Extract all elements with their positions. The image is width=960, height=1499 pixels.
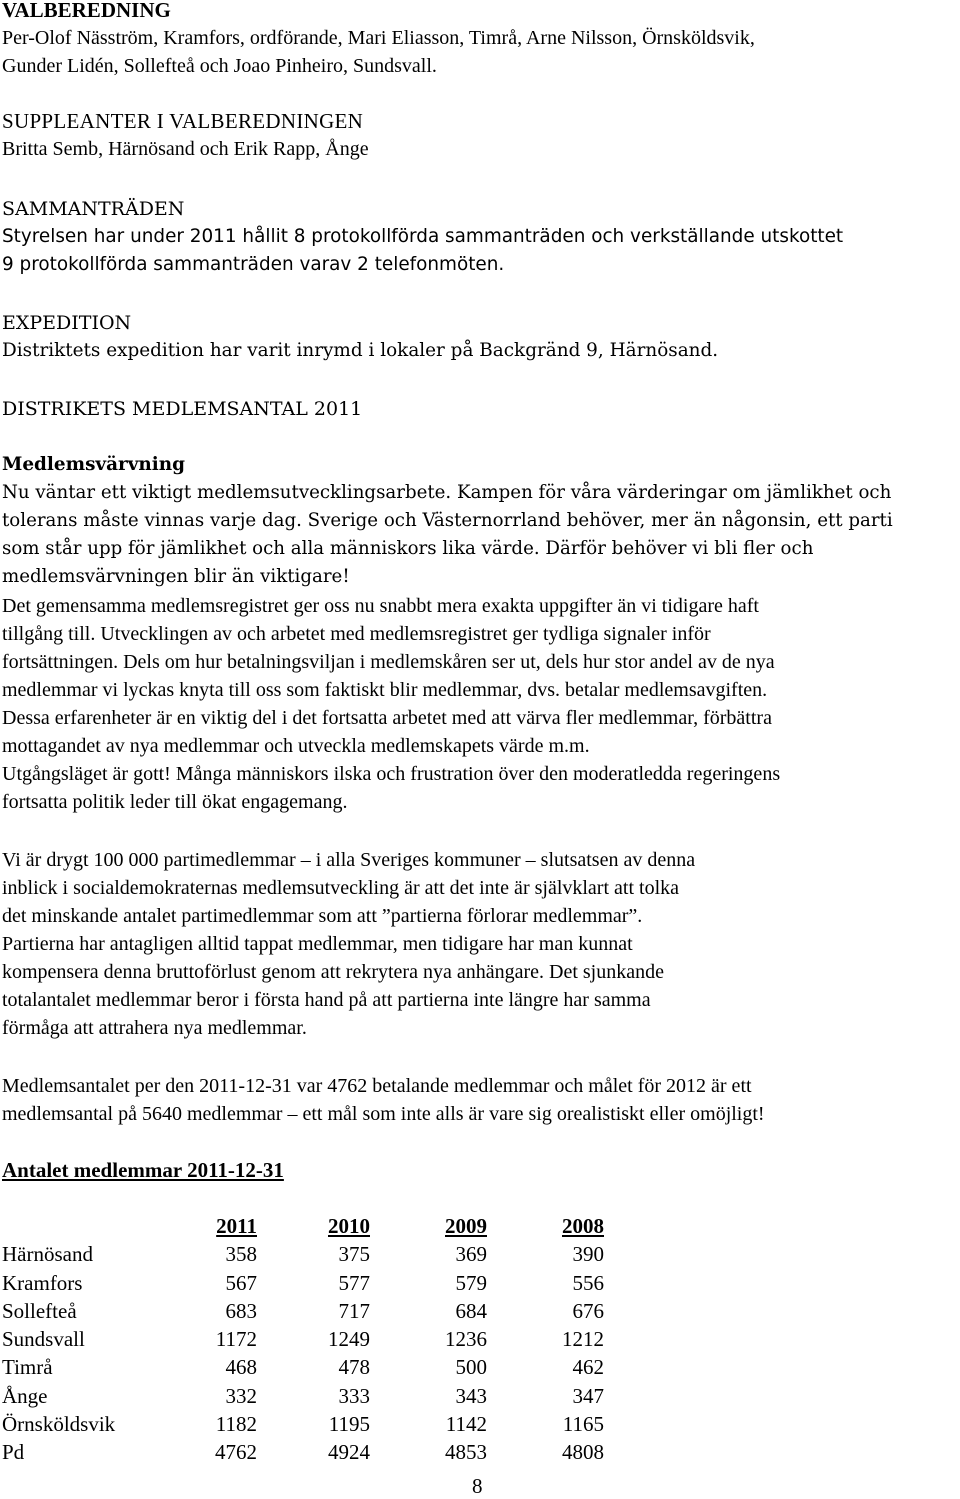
register-line-2: tillgång till. Utvecklingen av och arbetet med medlemsregistret ger tydliga signaler inför	[2, 623, 711, 645]
table-cell-value: 369	[455, 1242, 487, 1267]
year-header: 2011	[216, 1214, 257, 1238]
table-cell-value: 333	[338, 1383, 370, 1408]
table-cell-value: 1236	[445, 1327, 487, 1352]
table-header-row	[2, 1212, 604, 1240]
register-line-1: Det gemensamma medlemsregistret ger oss nu snabbt mera exakta uppgifter än vi tidigare haft	[2, 595, 759, 617]
section-sammantraden	[2, 195, 843, 279]
partimedlemmar-line-2: inblick i socialdemokraternas medlemsutveckling är att det inte är självklart att tolka	[2, 877, 680, 899]
table-cell-municipality: Pd	[2, 1440, 25, 1465]
medlemsvarvning-line-3: som står upp för jämlikhet och alla människors lika värde. Därför behöver vi bli fler och	[2, 538, 814, 559]
register-line-3: fortsättningen. Dels om hur betalningsviljan i medlemskåren ser ut, dels hur stor andel av de nya	[2, 651, 775, 673]
table-row	[2, 1269, 604, 1297]
table-cell-municipality: Kramfors	[2, 1270, 83, 1295]
register-line-7: Utgångsläget är gott! Många människors ilska och frustration över den moderatledda regeringens	[2, 763, 781, 785]
table-row	[2, 1353, 604, 1381]
paragraph-register	[2, 592, 780, 816]
register-line-5: Dessa erfarenheter är en viktig del i det fortsatta arbetet med att värva fler medlemmar, förbättra	[2, 707, 772, 729]
table-cell-value: 577	[338, 1270, 370, 1295]
table-row	[2, 1297, 604, 1325]
year-header: 2008	[562, 1214, 604, 1238]
table-cell-municipality: Ånge	[2, 1383, 48, 1408]
mal-line-1: Medlemsantalet per den 2011-12-31 var 4762 betalande medlemmar och målet för 2012 är ett	[2, 1075, 752, 1097]
section-suppleanter	[2, 107, 369, 163]
table-cell-value: 567	[225, 1270, 257, 1295]
partimedlemmar-line-7: förmåga att attrahera nya medlemmar.	[2, 1017, 307, 1039]
paragraph-mal	[2, 1072, 765, 1128]
table-cell-municipality: Timrå	[2, 1355, 53, 1380]
table-cell-value: 1212	[562, 1327, 604, 1352]
heading-expedition: EXPEDITION	[2, 312, 132, 334]
sammantraden-line-2: 9 protokollförda sammanträden varav 2 telefonmöten.	[2, 254, 505, 275]
paragraph-partimedlemmar	[2, 846, 695, 1042]
partimedlemmar-line-6: totalantalet medlemmar beror i första hand på att partierna inte längre har samma	[2, 989, 651, 1011]
table-cell-value: 1172	[215, 1327, 257, 1352]
table-cell-value: 4808	[562, 1440, 604, 1465]
table-cell-value: 683	[225, 1298, 257, 1323]
table-cell-value: 717	[338, 1298, 370, 1323]
table-cell-municipality: Örnsköldsvik	[2, 1412, 116, 1437]
members-table	[2, 1212, 604, 1467]
year-header: 2009	[445, 1214, 487, 1238]
table-row	[2, 1240, 604, 1268]
sammantraden-line-1: Styrelsen har under 2011 hållit 8 protokollförda sammanträden och verkställande utskottet	[2, 226, 844, 247]
table-title: Antalet medlemmar 2011-12-31	[2, 1158, 284, 1182]
suppleanter-line-1: Britta Semb, Härnösand och Erik Rapp, Ånge	[2, 138, 369, 160]
register-line-4: medlemmar vi lyckas knyta till oss som faktiskt blir medlemmar, dvs. betalar medlemsavgiften.	[2, 679, 768, 701]
table-cell-value: 1165	[562, 1412, 604, 1437]
table-cell-value: 478	[338, 1355, 370, 1380]
table-cell-municipality: Sundsvall	[2, 1327, 85, 1352]
section-medlemsantal	[2, 395, 362, 423]
table-cell-value: 1182	[215, 1412, 257, 1437]
table-cell-value: 4762	[215, 1440, 257, 1465]
section-valberedning	[2, 0, 755, 80]
table-cell-value: 358	[225, 1242, 257, 1267]
expedition-line-1: Distriktets expedition har varit inrymd i lokaler på Backgränd 9, Härnösand.	[2, 340, 719, 361]
section-medlemsvarvning	[2, 451, 893, 591]
table-cell-value: 500	[455, 1355, 487, 1380]
table-cell-value: 4924	[328, 1440, 370, 1465]
table-header-blank	[2, 1212, 160, 1240]
table-cell-value: 556	[572, 1270, 604, 1295]
partimedlemmar-line-3: det minskande antalet partimedlemmar som att ”partierna förlorar medlemmar”.	[2, 905, 643, 927]
mal-line-2: medlemsantal på 5640 medlemmar – ett mål som inte alls är vare sig orealistiskt eller omöjligt!	[2, 1103, 765, 1125]
valberedning-line-2: Gunder Lidén, Sollefteå och Joao Pinheiro, Sundsvall.	[2, 55, 437, 77]
table-cell-value: 1142	[445, 1412, 487, 1437]
table-cell-value: 343	[455, 1383, 487, 1408]
register-line-8: fortsatta politik leder till ökat engagemang.	[2, 791, 348, 813]
medlemsvarvning-line-2: tolerans måste vinnas varje dag. Sverige och Västernorrland behöver, mer än någonsin, ett parti	[2, 510, 893, 531]
medlemsvarvning-line-1: Nu väntar ett viktigt medlemsutvecklingsarbete. Kampen för våra värderingar om jämlikhet och	[2, 482, 892, 503]
table-cell-value: 468	[225, 1355, 257, 1380]
partimedlemmar-line-4: Partierna har antagligen alltid tappat medlemmar, men tidigare har man kunnat	[2, 933, 633, 955]
table-cell-value: 375	[338, 1242, 370, 1267]
partimedlemmar-line-1: Vi är drygt 100 000 partimedlemmar – i alla Sveriges kommuner – slutsatsen av denna	[2, 849, 696, 871]
table-cell-value: 332	[225, 1383, 257, 1408]
table-cell-value: 1249	[328, 1327, 370, 1352]
table-cell-municipality: Sollefteå	[2, 1298, 77, 1323]
heading-suppleanter: SUPPLEANTER I VALBEREDNINGEN	[2, 109, 364, 133]
section-expedition	[2, 309, 718, 365]
year-header: 2010	[328, 1214, 370, 1238]
table-cell-value: 1195	[328, 1412, 370, 1437]
table-cell-value: 684	[455, 1298, 487, 1323]
heading-medlemsvarvning: Medlemsvärvning	[2, 454, 185, 475]
table-row	[2, 1382, 604, 1410]
heading-medlemsantal: DISTRIKETS MEDLEMSANTAL 2011	[2, 398, 363, 420]
valberedning-line-1: Per-Olof Näsström, Kramfors, ordförande, Mari Eliasson, Timrå, Arne Nilsson, Örnsköldsvik,	[2, 27, 755, 49]
table-cell-value: 676	[572, 1298, 604, 1323]
table-cell-value: 347	[572, 1383, 604, 1408]
table-cell-municipality: Härnösand	[2, 1242, 93, 1267]
table-cell-value: 462	[572, 1355, 604, 1380]
table-cell-value: 4853	[445, 1440, 487, 1465]
table-cell-value: 390	[572, 1242, 604, 1267]
heading-sammantraden: SAMMANTRÄDEN	[2, 198, 185, 220]
table-row	[2, 1438, 604, 1466]
table-title-wrap	[2, 1156, 284, 1184]
table-cell-value: 579	[455, 1270, 487, 1295]
register-line-6: mottagandet av nya medlemmar och utveckla medlemskapets värde m.m.	[2, 735, 590, 757]
page-number: 8	[472, 1474, 483, 1498]
medlemsvarvning-line-4: medlemsvärvningen blir än viktigare!	[2, 566, 350, 587]
table-row	[2, 1325, 604, 1353]
heading-valberedning: VALBEREDNING	[2, 0, 171, 22]
table-row	[2, 1410, 604, 1438]
partimedlemmar-line-5: kompensera denna bruttoförlust genom att rekrytera nya anhängare. Det sjunkande	[2, 961, 664, 983]
